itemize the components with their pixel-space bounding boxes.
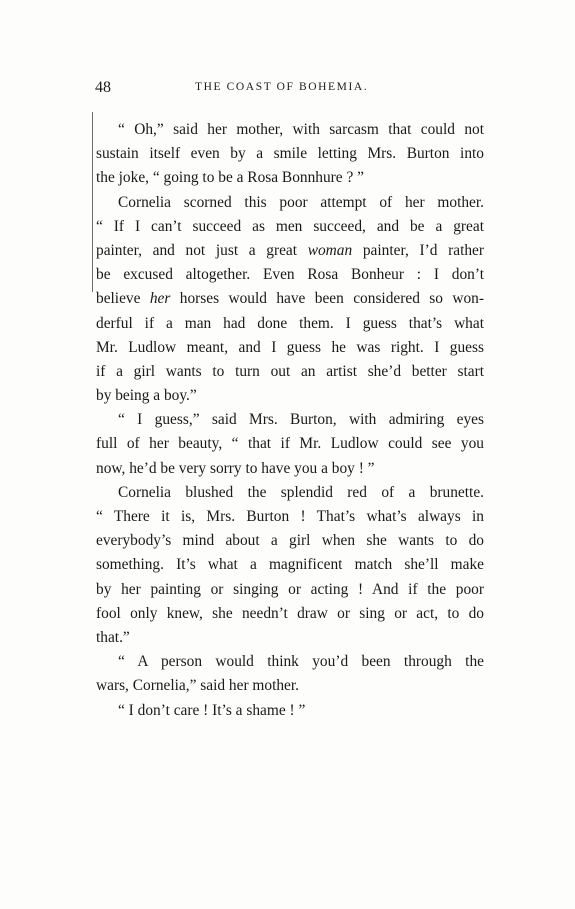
text-line: by her painting or singing or acting ! And if the poor [96,580,484,598]
page-number: 48 [95,79,111,96]
book-title: THE COAST OF BOHEMIA. [195,81,369,93]
body-text [96,118,484,723]
text-line: believe her horses would have been considered so won- [96,290,484,308]
text-line: sustain itself even by a smile letting Mrs. Burton into [96,145,484,163]
text-line: now, he’d be very sorry to have you a boy ! ” [96,459,375,477]
text-line: “ If I can’t succeed as men succeed, and be a great [96,217,484,235]
text-line: something. It’s what a magnificent match she’ll make [96,556,484,574]
text-line: wars, Cornelia,” said her mother. [96,677,300,695]
text-line: Cornelia scorned this poor attempt of her mother. [118,193,484,211]
emphasized-word: her [149,290,171,308]
text-line: fool only knew, she needn’t draw or sing or act, to do [96,604,484,622]
emphasized-word: woman [307,241,353,259]
text-line: “ Oh,” said her mother, with sarcasm that could not [118,121,484,138]
text-line: the joke, “ going to be a Rosa Bonnhure ? ” [96,169,364,187]
text-line: that.” [96,628,130,646]
text-line: painter, and not just a great woman painter, I’d rather [96,241,484,259]
text-line: Mr. Ludlow meant, and I guess he was right. I guess [96,338,484,356]
text-line: “ I guess,” said Mrs. Burton, with admiring eyes [118,411,484,429]
text-line: everybody’s mind about a girl when she wants to do [96,532,484,550]
text-line: by being a boy.” [96,387,197,405]
text-line: “ A person would think you’d been through the [118,653,484,671]
text-line: be excused altogether. Even Rosa Bonheur : I don’t [96,266,484,284]
text-line: “ There it is, Mrs. Burton ! That’s what’s always in [96,508,484,525]
text-line: if a girl wants to turn out an artist she’d better start [96,362,484,380]
text-line: derful if a man had done them. I guess that’s what [96,314,484,332]
text-line: “ I don’t care ! It’s a shame ! ” [118,701,306,719]
text-line: Cornelia blushed the splendid red of a brunette. [118,483,484,501]
page-edge-mark [92,112,93,292]
text-line: full of her beauty, “ that if Mr. Ludlow could see you [96,435,484,453]
running-head [95,79,483,99]
